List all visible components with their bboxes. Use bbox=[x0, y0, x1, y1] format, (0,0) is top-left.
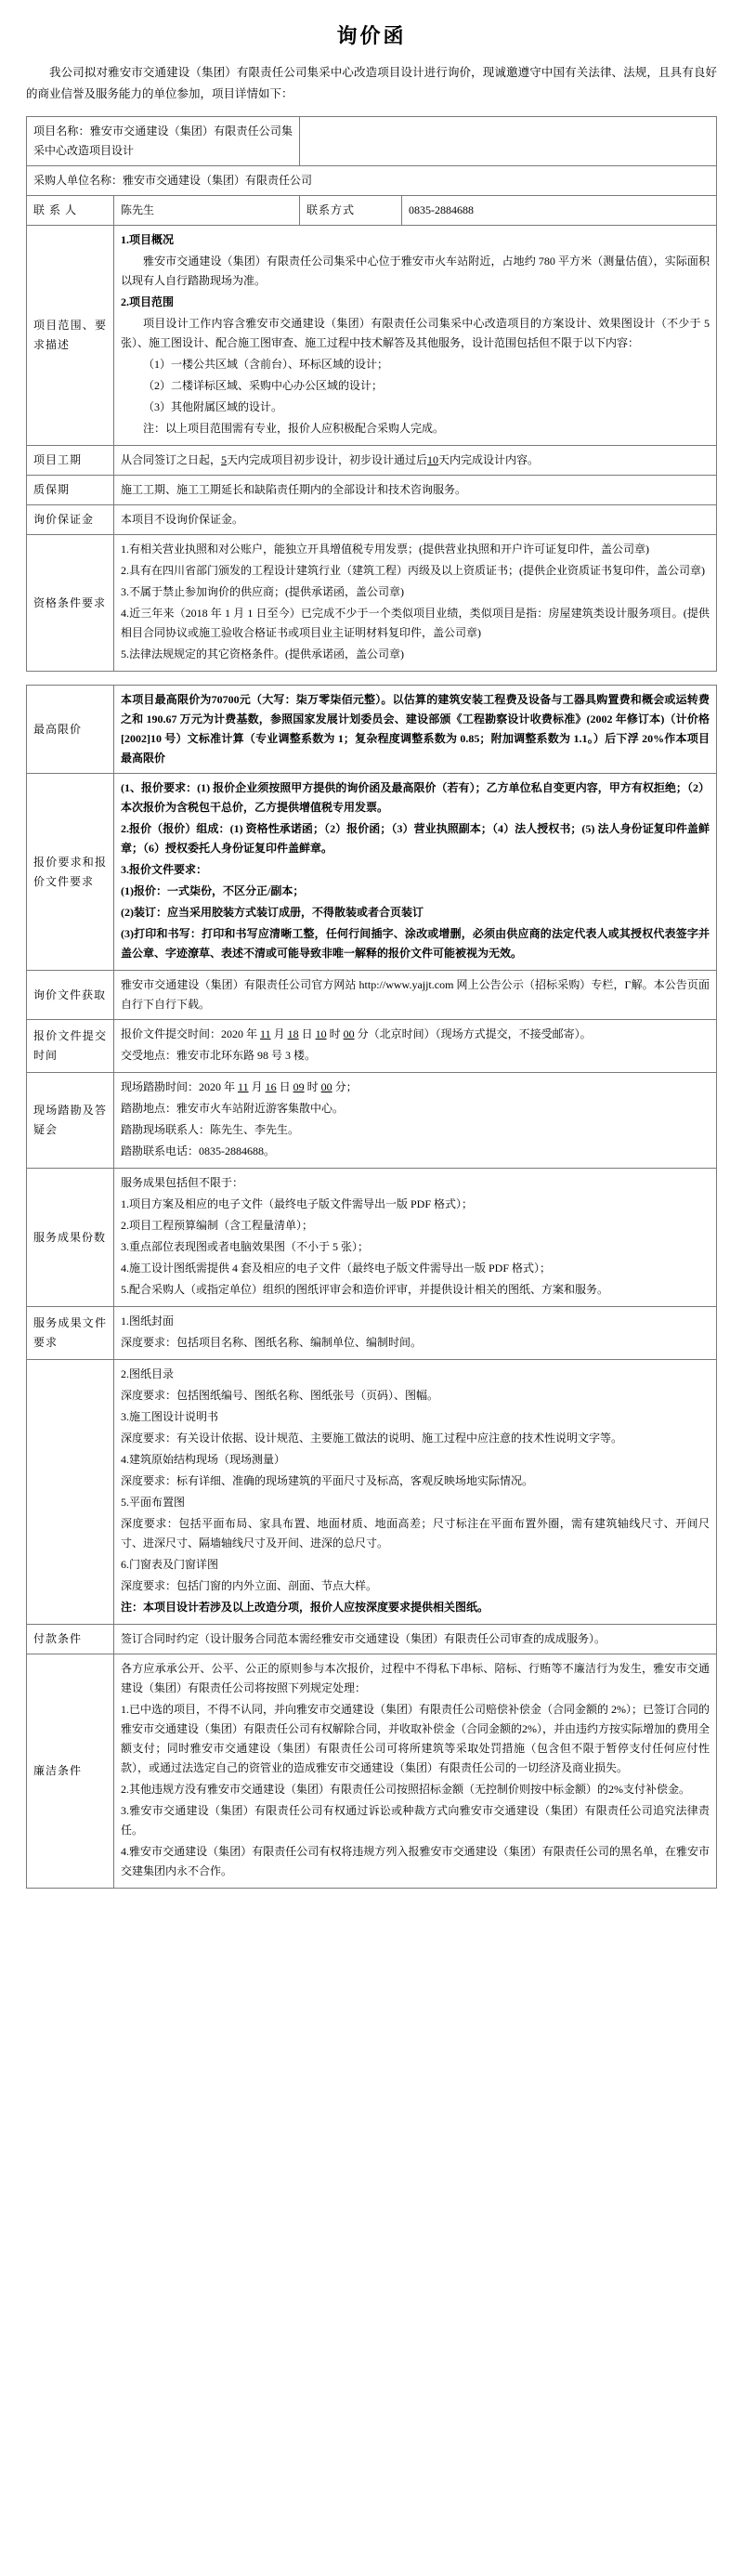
qualification-label: 资格条件要求 bbox=[27, 535, 114, 672]
submit-time-line1 bbox=[121, 1025, 710, 1044]
submit-day: 18 bbox=[287, 1027, 299, 1041]
table-row bbox=[27, 1625, 717, 1654]
submit-part-2: 月 bbox=[270, 1027, 288, 1041]
result-req-content-part1 bbox=[114, 1307, 717, 1360]
section-detail: 深度要求：标有详细、准确的现场建筑的平面尺寸及标高，客观反映场地实际情况。 bbox=[121, 1474, 534, 1488]
contact-label: 联 系 人 bbox=[27, 196, 114, 226]
intro-paragraph: 我公司拟对雅安市交通建设（集团）有限责任公司集采中心改造项目设计进行询价，现诚邀遵守中国有关法律、法规，且具有良好的商业信誉及服务能力的单位参加，项目详情如下： bbox=[26, 66, 717, 101]
list-item: 2.其他违规方没有雅安市交通建设（集团）有限责任公司按照招标金额（无控制价则按中标金额）的2%支付补偿金。 bbox=[121, 1783, 691, 1797]
scope-p4: 项目设计工作内容含雅安市交通建设（集团）有限责任公司集采中心改造项目的方案设计、效果图设计（不少于 5 张）、施工图设计、配合施工图审查、施工过程中技术解答及其他服务，设计范围包括但不限于以下内容： bbox=[121, 317, 710, 350]
table-row bbox=[27, 971, 717, 1020]
purchaser-cell bbox=[27, 166, 717, 196]
doc-access-content: 雅安市交通建设（集团）有限责任公司官方网站 http://www.yajjt.com 网上公告公示（招标采购）专栏，Г解。本公告页面自行下自行下载。 bbox=[114, 971, 717, 1020]
list-item: 3.雅安市交通建设（集团）有限责任公司有权通过诉讼或种裁方式向雅安市交通建设（集团）有限责任公司追究法律责任。 bbox=[121, 1804, 710, 1837]
commercial-table bbox=[26, 685, 717, 1889]
project-info-table bbox=[26, 116, 717, 672]
table-row bbox=[27, 446, 717, 476]
list-item: 4.近三年来（2018 年 1 月 1 日至今）已完成不少于一个类似项目业绩，类似项目是指：房屋建筑类设计服务项目。(提供相目合同协议或施工验收合格证书或项目业主证明材料复印件，盖公司章) bbox=[121, 607, 710, 640]
table-row bbox=[27, 1360, 717, 1625]
visit-part-4: 日 bbox=[276, 1080, 293, 1094]
visit-day: 16 bbox=[265, 1080, 277, 1094]
warranty-content: 施工工期、施工工期延长和缺陷责任期内的全部设计和技术咨询服务。 bbox=[114, 476, 717, 505]
section-title: 3.施工图设计说明书 bbox=[121, 1410, 219, 1424]
list-item: 3.报价文件要求： bbox=[121, 863, 208, 877]
visit-hour: 09 bbox=[293, 1080, 305, 1094]
cap-label: 最高限价 bbox=[27, 686, 114, 774]
table-row bbox=[27, 535, 717, 672]
list-item: 1.有相关营业执照和对公账户，能独立开具增值税专用发票；(提供营业执照和开户许可证复印件，盖公司章) bbox=[121, 543, 649, 556]
page-title: 询价函 bbox=[336, 24, 407, 47]
quote-req-content bbox=[114, 774, 717, 971]
visit-part-0: 现场踏勘时间：2020 年 bbox=[121, 1080, 239, 1094]
list-item: 2.项目工程预算编制（含工程量清单）； bbox=[121, 1219, 314, 1233]
bid-bond-content: 本项目不设询价保证金。 bbox=[114, 505, 717, 535]
list-item: 3.不属于禁止参加询价的供应商；(提供承诺函，盖公司章) bbox=[121, 585, 404, 599]
table-row bbox=[27, 196, 717, 226]
submit-part-6: 时 bbox=[326, 1027, 344, 1041]
quote-req-label: 报价要求和报价文件要求 bbox=[27, 774, 114, 971]
deliverables-content bbox=[114, 1169, 717, 1307]
section-detail: 深度要求：包括图纸编号、图纸名称、图纸张号（页码）、图幅。 bbox=[121, 1389, 439, 1403]
table-row bbox=[27, 1169, 717, 1307]
cap-content: 本项目最高限价为70700元（大写：柒万零柒佰元整）。以估算的建筑安装工程费及设备与工器具购置费和概会或运转费之和 190.67 万元为计费基数，参照国家发展计划委员会、建设部颁《工程勘察设计收费标准》(2002 年修订本)（计价格[2002]10 号）文标准计算（专业调整系数为 1；复杂程度调整系数为 0.85；附加调整系数为 1.1。）后下浮 20%作本项目最高限价 bbox=[114, 686, 717, 774]
list-item: (1、报价要求：(1) 报价企业须按照甲方提供的询价函及最高限价（若有）；乙方单位私自变更内容，甲方有权拒绝；（2）本次报价为含税包干总价，乙方提供增值税专用发票。 bbox=[121, 781, 710, 815]
table-row bbox=[27, 1654, 717, 1889]
integrity-content bbox=[114, 1654, 717, 1889]
submit-part-4: 日 bbox=[298, 1027, 316, 1041]
table-row bbox=[27, 166, 717, 196]
contact-way-label: 联系方式 bbox=[300, 196, 402, 226]
submit-minute: 00 bbox=[343, 1027, 355, 1041]
purchaser-value: 雅安市交通建设（集团）有限责任公司 bbox=[123, 174, 313, 188]
visit-part-8: 分； bbox=[332, 1080, 358, 1094]
result-req-label: 服务成果文件要求 bbox=[27, 1307, 114, 1360]
duration-content bbox=[114, 446, 717, 476]
table-row bbox=[27, 117, 717, 166]
project-name-value: 雅安市交通建设（集团）有限责任公司集采中心改造项目设计 bbox=[33, 124, 293, 158]
list-item: (3)打印和书写：打印和书写应清晰工整，任何行间插字、涂改或增删，必须由供应商的法定代表人或其授权代表签字并盖公章、字迹潦草、表述不清或可能导致非唯一解释的报价文件可能被视为无效。 bbox=[121, 927, 710, 961]
submit-month: 11 bbox=[260, 1027, 271, 1041]
table-row bbox=[27, 1020, 717, 1073]
scope-p8: 注：以上项目范围需有专业，报价人应积极配合采购人完成。 bbox=[143, 422, 445, 436]
submit-part-8: 分（北京时间）（现场方式提交，不接受邮寄）。 bbox=[354, 1027, 592, 1041]
scope-p2: 雅安市交通建设（集团）有限责任公司集采中心位于雅安市火车站附近，占地约 780 平方米（测量估值），实际面积以现有人自行踏勘现场为准。 bbox=[121, 255, 710, 288]
contact-value: 陈先生 bbox=[114, 196, 300, 226]
project-name-cell bbox=[27, 117, 300, 166]
result-req-note: 注：本项目设计若涉及以上改造分项，报价人应按深度要求提供相关图纸。 bbox=[121, 1601, 489, 1615]
visit-minute: 00 bbox=[320, 1080, 332, 1094]
duration-days-2: 10 bbox=[427, 453, 439, 467]
deliverables-intro: 服务成果包括但不限于： bbox=[121, 1176, 244, 1190]
table-row bbox=[27, 476, 717, 505]
list-item: 2.报价（报价）组成：(1) 资格性承诺函；（2）报价函；（3）营业执照副本；（4）法人授权书；(5) 法人身份证复印件盖鲜章；（6）授权委托人身份证复印件盖鲜章。 bbox=[121, 822, 710, 856]
scope-p5: （1）一楼公共区域（含前台）、环标区域的设计； bbox=[143, 358, 389, 372]
table-row bbox=[27, 226, 717, 446]
visit-month: 11 bbox=[238, 1080, 249, 1094]
payment-label: 付款条件 bbox=[27, 1625, 114, 1654]
payment-content: 签订合同时约定（设计服务合同范本需经雅安市交通建设（集团）有限责任公司审查的成成服务）。 bbox=[114, 1625, 717, 1654]
site-visit-label: 现场踏勘及答疑会 bbox=[27, 1073, 114, 1169]
list-item: (2)装订：应当采用胶装方式装订成册，不得散装或者合页装订 bbox=[121, 906, 424, 920]
table-row bbox=[27, 686, 717, 774]
section-title: 4.建筑原始结构现场（现场测量） bbox=[121, 1453, 286, 1467]
site-visit-line4: 踏勘联系电话：0835-2884688。 bbox=[121, 1144, 275, 1158]
duration-days-1: 5 bbox=[221, 453, 228, 467]
list-item: 1.已中选的项目，不得不认同，并向雅安市交通建设（集团）有限责任公司赔偿补偿金（合同金额的 2%）；已签订合同的雅安市交通建设（集团）有限责任公司有权解除合同，并收取补偿金（合同金额的2%），并由违约方按实际增加的费用全额支付；同时雅安市交通建设（集团）有限责任公司可将所建筑等采取处罚措施（包含但不限于暂停支付任何应付性款），或通过法选定自己的资管业的造成雅安市交通建设（集团）有限责任公司的一切经济及商业损失。 bbox=[121, 1703, 710, 1775]
site-visit-line2: 踏勘地点：雅安市火车站附近游客集散中心。 bbox=[121, 1102, 345, 1116]
list-item: 3.重点部位表现图或者电脑效果图（不小于 5 张）； bbox=[121, 1240, 370, 1254]
list-item: 各方应承承公开、公平、公正的原则参与本次报价，过程中不得私下串标、陪标、行贿等不廉洁行为发生，雅安市交通建设（集团）有限责任公司将按照下列规定处理： bbox=[121, 1662, 710, 1695]
list-item: 5.法律法规规定的其它资格条件。(提供承诺函，盖公司章) bbox=[121, 647, 404, 661]
project-name-label: 项目名称： bbox=[33, 124, 90, 138]
warranty-label: 质保期 bbox=[27, 476, 114, 505]
duration-part-4: 天内完成设计内容。 bbox=[438, 453, 540, 467]
deliverables-label: 服务成果份数 bbox=[27, 1169, 114, 1307]
result-req-label-cont bbox=[27, 1360, 114, 1625]
list-item: 2.具有在四川省部门颁发的工程设计建筑行业（建筑工程）丙级及以上资质证书；(提供企业资质证书复印件，盖公司章) bbox=[121, 564, 705, 578]
scope-p7: （3）其他附属区域的设计。 bbox=[143, 400, 283, 414]
submit-hour: 10 bbox=[315, 1027, 327, 1041]
site-visit-line3: 踏勘现场联系人：陈先生、李先生。 bbox=[121, 1123, 300, 1137]
list-item: 5.配合采购人（或指定单位）组织的图纸评审会和造价评审，并提供设计相关的图纸、方案和服务。 bbox=[121, 1283, 609, 1297]
visit-part-2: 月 bbox=[248, 1080, 266, 1094]
duration-part-2: 天内完成项目初步设计，初步设计通过后 bbox=[227, 453, 428, 467]
section-title: 6.门窗表及门窗详图 bbox=[121, 1558, 219, 1572]
list-item: 4.施工设计图纸需提供 4 套及相应的电子文件（最终电子版文件需导出一版 PDF 格式）； bbox=[121, 1262, 552, 1275]
table-row bbox=[27, 1307, 717, 1360]
section-title: 2.图纸目录 bbox=[121, 1367, 175, 1381]
list-item: 4.雅安市交通建设（集团）有限责任公司有权将违规方列入报雅安市交通建设（集团）有限责任公司的黑名单，在雅安市交建集团内永不合作。 bbox=[121, 1845, 710, 1878]
submit-time-content bbox=[114, 1020, 717, 1073]
submit-time-label: 报价文件提交时间 bbox=[27, 1020, 114, 1073]
submit-time-line2: 交受地点：雅安市北环东路 98 号 3 楼。 bbox=[121, 1049, 317, 1063]
scope-label: 项目范围、要求描述 bbox=[27, 226, 114, 446]
scope-p6: （2）二楼详标区域、采购中心办公区域的设计； bbox=[143, 379, 384, 393]
doc-access-label: 询价文件获取 bbox=[27, 971, 114, 1020]
section-detail: 深度要求：有关设计依据、设计规范、主要施工做法的说明、施工过程中应注意的技术性说明文字等。 bbox=[121, 1432, 623, 1445]
visit-part-6: 时 bbox=[304, 1080, 321, 1094]
section-detail: 深度要求：包括平面布局、家具布置、地面材质、地面高差；尺寸标注在平面布置外圈，需有建筑轴线尺寸、开间尺寸、进深尺寸、隔墙轴线尺寸及开间、进深的总尺寸。 bbox=[121, 1517, 710, 1550]
duration-part-0: 从合同签订之日起， bbox=[121, 453, 222, 467]
scope-p3: 2.项目范围 bbox=[121, 295, 175, 309]
table-row bbox=[27, 1073, 717, 1169]
result-req-content-part2 bbox=[114, 1360, 717, 1625]
duration-label: 项目工期 bbox=[27, 446, 114, 476]
site-visit-content bbox=[114, 1073, 717, 1169]
scope-content bbox=[114, 226, 717, 446]
project-name-cont bbox=[300, 117, 717, 166]
bid-bond-label: 询价保证金 bbox=[27, 505, 114, 535]
scope-p1: 1.项目概况 bbox=[121, 233, 175, 247]
table-row bbox=[27, 505, 717, 535]
section-title: 5.平面布置图 bbox=[121, 1496, 186, 1510]
section-detail: 深度要求：包括项目名称、图纸名称、编制单位、编制时间。 bbox=[121, 1336, 423, 1350]
section-detail: 深度要求：包括门窗的内外立面、剖面、节点大样。 bbox=[121, 1579, 378, 1593]
submit-part-0: 报价文件提交时间：2020 年 bbox=[121, 1027, 261, 1041]
table-row bbox=[27, 774, 717, 971]
list-item: (1)报价：一式柒份，不区分正/副本； bbox=[121, 884, 305, 898]
purchaser-label: 采购人单位名称： bbox=[33, 174, 124, 188]
site-visit-line1 bbox=[121, 1078, 710, 1097]
section-title: 1.图纸封面 bbox=[121, 1314, 175, 1328]
qualification-content bbox=[114, 535, 717, 672]
list-item: 1.项目方案及相应的电子文件（最终电子版文件需导出一版 PDF 格式）； bbox=[121, 1197, 474, 1211]
contact-way-value: 0835-2884688 bbox=[402, 196, 717, 226]
integrity-label: 廉洁条件 bbox=[27, 1654, 114, 1889]
